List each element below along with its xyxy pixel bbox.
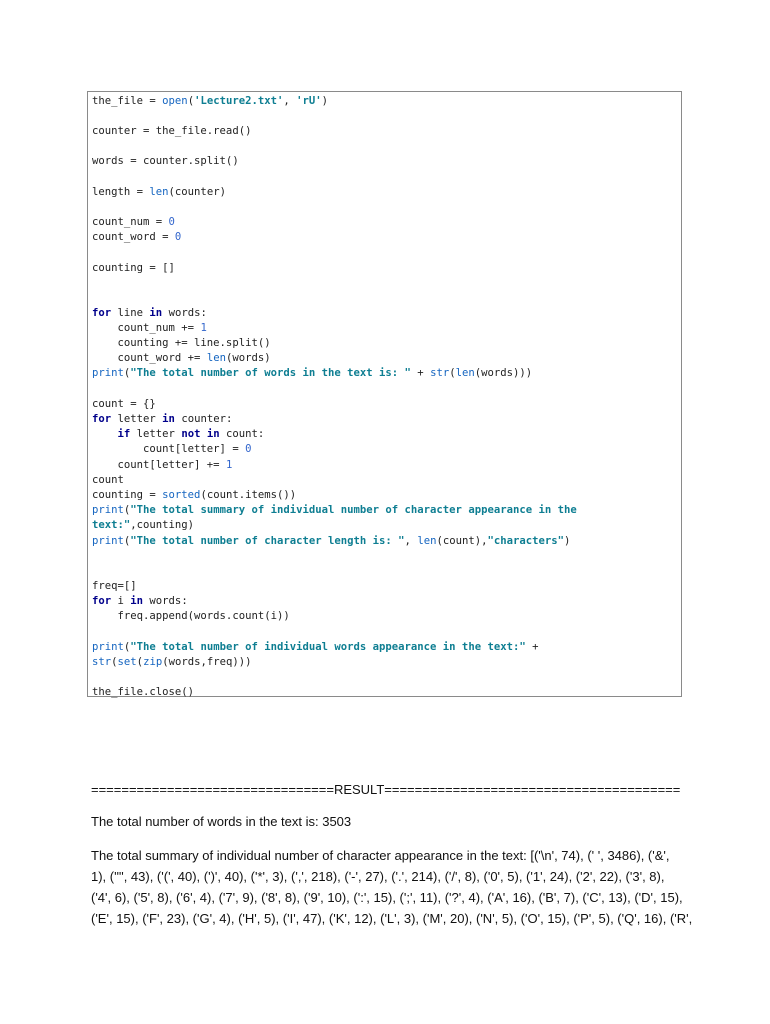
code-token: ): [564, 535, 571, 547]
code-token: not: [181, 428, 201, 440]
code-token: (: [111, 656, 118, 668]
code-token: zip: [143, 656, 163, 668]
code-token: count_word +=: [92, 352, 207, 364]
code-line: [92, 534, 570, 549]
code-token: for: [92, 413, 112, 425]
code-token: "The total number of words in the text is: ": [130, 367, 411, 379]
code-token: sorted: [162, 489, 201, 501]
code-token: 0: [174, 231, 182, 243]
code-token: freq.append(words.count(i)): [92, 610, 290, 622]
code-token: (: [187, 95, 195, 107]
code-token: counting = []: [92, 262, 175, 274]
code-line: [92, 336, 271, 351]
code-line: [92, 609, 290, 624]
code-token: (: [123, 504, 131, 516]
summary-line: The total summary of individual number of character appearance in the text: [('\n', 74), (' ', 3486), ('&',: [91, 848, 670, 863]
code-line: [92, 124, 251, 139]
code-token: str: [430, 367, 450, 379]
code-token: freq=[]: [92, 580, 137, 592]
code-line: [92, 397, 156, 412]
code-token: print: [92, 367, 124, 379]
code-token: words:: [162, 307, 207, 319]
code-token: "The total number of character length is: ": [130, 535, 405, 547]
code-line: [92, 154, 239, 169]
code-token: words = counter.split(): [92, 155, 239, 167]
code-line: [92, 503, 577, 518]
code-token: counting += line.split(): [92, 337, 271, 349]
code-line: [92, 230, 181, 245]
code-line: [92, 321, 207, 336]
code-line: [92, 412, 232, 427]
code-line: [92, 655, 252, 670]
code-block: [87, 91, 682, 697]
code-line: [92, 366, 532, 381]
code-token: counting =: [92, 489, 163, 501]
code-line: [92, 94, 328, 109]
code-token: (: [449, 367, 456, 379]
code-line: [92, 594, 188, 609]
code-token: (count.items()): [200, 489, 297, 501]
code-token: counter:: [174, 413, 233, 425]
code-token: 'Lecture2.txt': [194, 95, 284, 107]
code-token: count_num =: [92, 216, 169, 228]
code-token: +: [525, 641, 539, 653]
code-token: [92, 428, 118, 440]
code-line: [92, 261, 175, 276]
code-token: ): [321, 95, 329, 107]
code-token: in: [206, 428, 220, 440]
code-token: count_word =: [92, 231, 175, 243]
code-token: the_file.close(): [92, 686, 195, 698]
code-token: counter = the_file.read(): [92, 125, 252, 137]
code-token: (: [123, 641, 131, 653]
code-token: in: [162, 413, 175, 425]
code-line: [92, 473, 124, 488]
code-line: [92, 640, 538, 655]
code-token: text:": [92, 519, 131, 531]
code-line: [92, 488, 296, 503]
code-token: str: [92, 656, 112, 668]
code-token: count = {}: [92, 398, 156, 410]
summary-line: ('4', 6), ('5', 8), ('6', 4), ('7', 9), ('8', 8), ('9', 10), (':', 15), (';', 11), ('?', 4), ('A', 16), ('B', 7), ('C', 13), ('D', 15),: [91, 890, 683, 905]
code-line: [92, 306, 207, 321]
code-token: (: [123, 535, 131, 547]
code-line: [92, 351, 271, 366]
code-token: print: [92, 504, 124, 516]
code-token: 1: [225, 459, 233, 471]
code-token: "The total number of individual words appearance in the text:": [130, 641, 526, 653]
code-token: set: [117, 656, 137, 668]
code-token: 1: [200, 322, 207, 334]
code-token: open: [162, 95, 188, 107]
code-token: (: [136, 656, 144, 668]
code-token: "characters": [487, 535, 565, 547]
result-header: ================================RESULT=======================================: [91, 782, 681, 797]
code-token: length =: [92, 186, 150, 198]
code-token: print: [92, 641, 124, 653]
code-token: print: [92, 535, 124, 547]
code-token: "The total summary of individual number of character appearance in the: [130, 504, 577, 516]
code-token: 'rU': [296, 95, 322, 107]
code-token: letter: [111, 413, 163, 425]
code-token: in: [149, 307, 163, 319]
code-line: [92, 215, 175, 230]
code-token: for: [92, 307, 112, 319]
code-token: count[letter] +=: [92, 459, 226, 471]
code-line: [92, 427, 264, 442]
code-token: len: [206, 352, 226, 364]
code-token: (count),: [436, 535, 488, 547]
code-token: (words))): [474, 367, 533, 379]
code-token: len: [417, 535, 437, 547]
code-token: the_file =: [92, 95, 163, 107]
code-token: count[letter] =: [92, 443, 246, 455]
code-token: (: [123, 367, 131, 379]
code-token: +: [410, 367, 431, 379]
code-line: [92, 185, 226, 200]
code-line: [92, 458, 232, 473]
code-token: 0: [245, 443, 252, 455]
code-token: ,counting): [130, 519, 195, 531]
code-token: if: [117, 428, 131, 440]
result-words-count: The total number of words in the text is: 3503: [91, 814, 352, 829]
summary-line: 1), ('"', 43), ('(', 40), (')', 40), ('*', 3), (',', 218), ('-', 27), ('.', 214), ('/', 8), ('0', 5), ('1', 24), ('2', 22), ('3', 8),: [91, 869, 665, 884]
code-token: line: [111, 307, 150, 319]
code-token: (words,freq))): [162, 656, 252, 668]
code-token: ,: [404, 535, 418, 547]
code-token: (words): [225, 352, 271, 364]
code-token: in: [130, 595, 144, 607]
code-token: for: [92, 595, 112, 607]
result-character-summary: [91, 845, 693, 929]
code-token: 0: [168, 216, 175, 228]
code-token: words:: [143, 595, 188, 607]
code-token: count: [92, 474, 124, 486]
code-token: len: [149, 186, 169, 198]
code-token: count:: [219, 428, 265, 440]
code-token: len: [455, 367, 475, 379]
code-line: [92, 579, 137, 594]
code-token: (counter): [168, 186, 226, 198]
summary-line: ('E', 15), ('F', 23), ('G', 4), ('H', 5), ('I', 47), ('K', 12), ('L', 3), ('M', 20), ('N', 5), ('O', 15), ('P', 5), ('Q', 16), ('R',: [91, 911, 693, 926]
code-token: letter: [130, 428, 182, 440]
code-token: ,: [283, 95, 297, 107]
code-token: count_num +=: [92, 322, 201, 334]
code-line: [92, 685, 194, 700]
code-token: i: [111, 595, 131, 607]
code-line: [92, 442, 251, 457]
code-line: [92, 518, 194, 533]
